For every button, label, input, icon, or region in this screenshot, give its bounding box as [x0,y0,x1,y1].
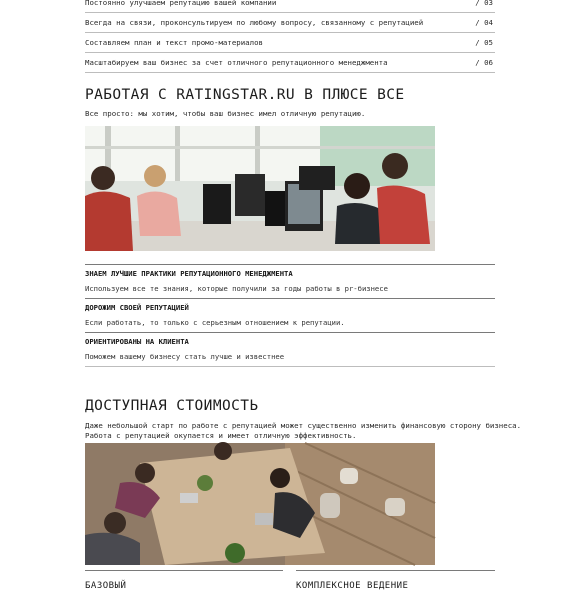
services-list [85,0,495,73]
feature-item [85,332,495,366]
list-item [85,53,495,73]
pricing-card-title: БАЗОВЫЙ [85,581,127,591]
list-item-number: / 03 [475,0,493,7]
list-item-text: Составляем план и текст промо-материалов [85,38,263,47]
list-item [85,33,495,53]
feature-item [85,264,495,298]
list-item [85,0,495,13]
pricing-text-line: Даже небольшой старт по работе с репутацией может существенно изменить финансовую сторону бизнеса. [85,421,522,430]
feature-description: Если работать, то только с серьезным отношением к репутации. [85,318,345,327]
pricing-card-title: КОМПЛЕКСНОЕ ВЕДЕНИЕ [296,581,409,591]
list-item [85,13,495,33]
list-item-number: / 04 [475,18,493,27]
pricing-title: ДОСТУПНАЯ СТОИМОСТЬ [85,398,259,414]
feature-description: Поможем вашему бизнесу стать лучше и известнее [85,352,285,361]
list-item-text: Постоянно улучшаем репутацию вашей компании [85,0,277,7]
office-team-photo [85,126,435,251]
list-item-text: Масштабируем ваш бизнес за счет отличного репутационного менеджмента [85,58,388,67]
features-list [85,264,495,367]
pricing-card-complex[interactable] [296,570,495,591]
feature-description: Используем все те знания, которые получили за годы работы в pr-бизнесе [85,284,388,293]
section-title: РАБОТАЯ С RATINGSTAR.RU В ПЛЮСЕ ВСЕ [85,87,405,103]
section-subtitle: Все просто: мы хотим, чтобы ваш бизнес имел отличную репутацию. [85,109,366,118]
pricing-card-basic[interactable] [85,570,283,591]
office-team-photo-graphic [85,126,435,251]
list-item-number: / 06 [475,58,493,67]
list-item-text: Всегда на связи, проконсультируем по любому вопросу, связанному с репутацией [85,18,424,27]
divider [85,366,495,367]
feature-title: ЗНАЕМ ЛУЧШИЕ ПРАКТИКИ РЕПУТАЦИОННОГО МЕНЕДЖМЕНТА [85,269,293,278]
feature-title: ДОРОЖИМ СВОЕЙ РЕПУТАЦИЕЙ [85,303,189,312]
meeting-table-photo [85,443,435,565]
pricing-text-line: Работа с репутацией окупается и имеет отличную эффективность. [85,431,357,440]
list-item-number: / 05 [475,38,493,47]
feature-title: ОРИЕНТИРОВАНЫ НА КЛИЕНТА [85,337,189,346]
feature-item [85,298,495,332]
meeting-table-photo-graphic [85,443,435,565]
